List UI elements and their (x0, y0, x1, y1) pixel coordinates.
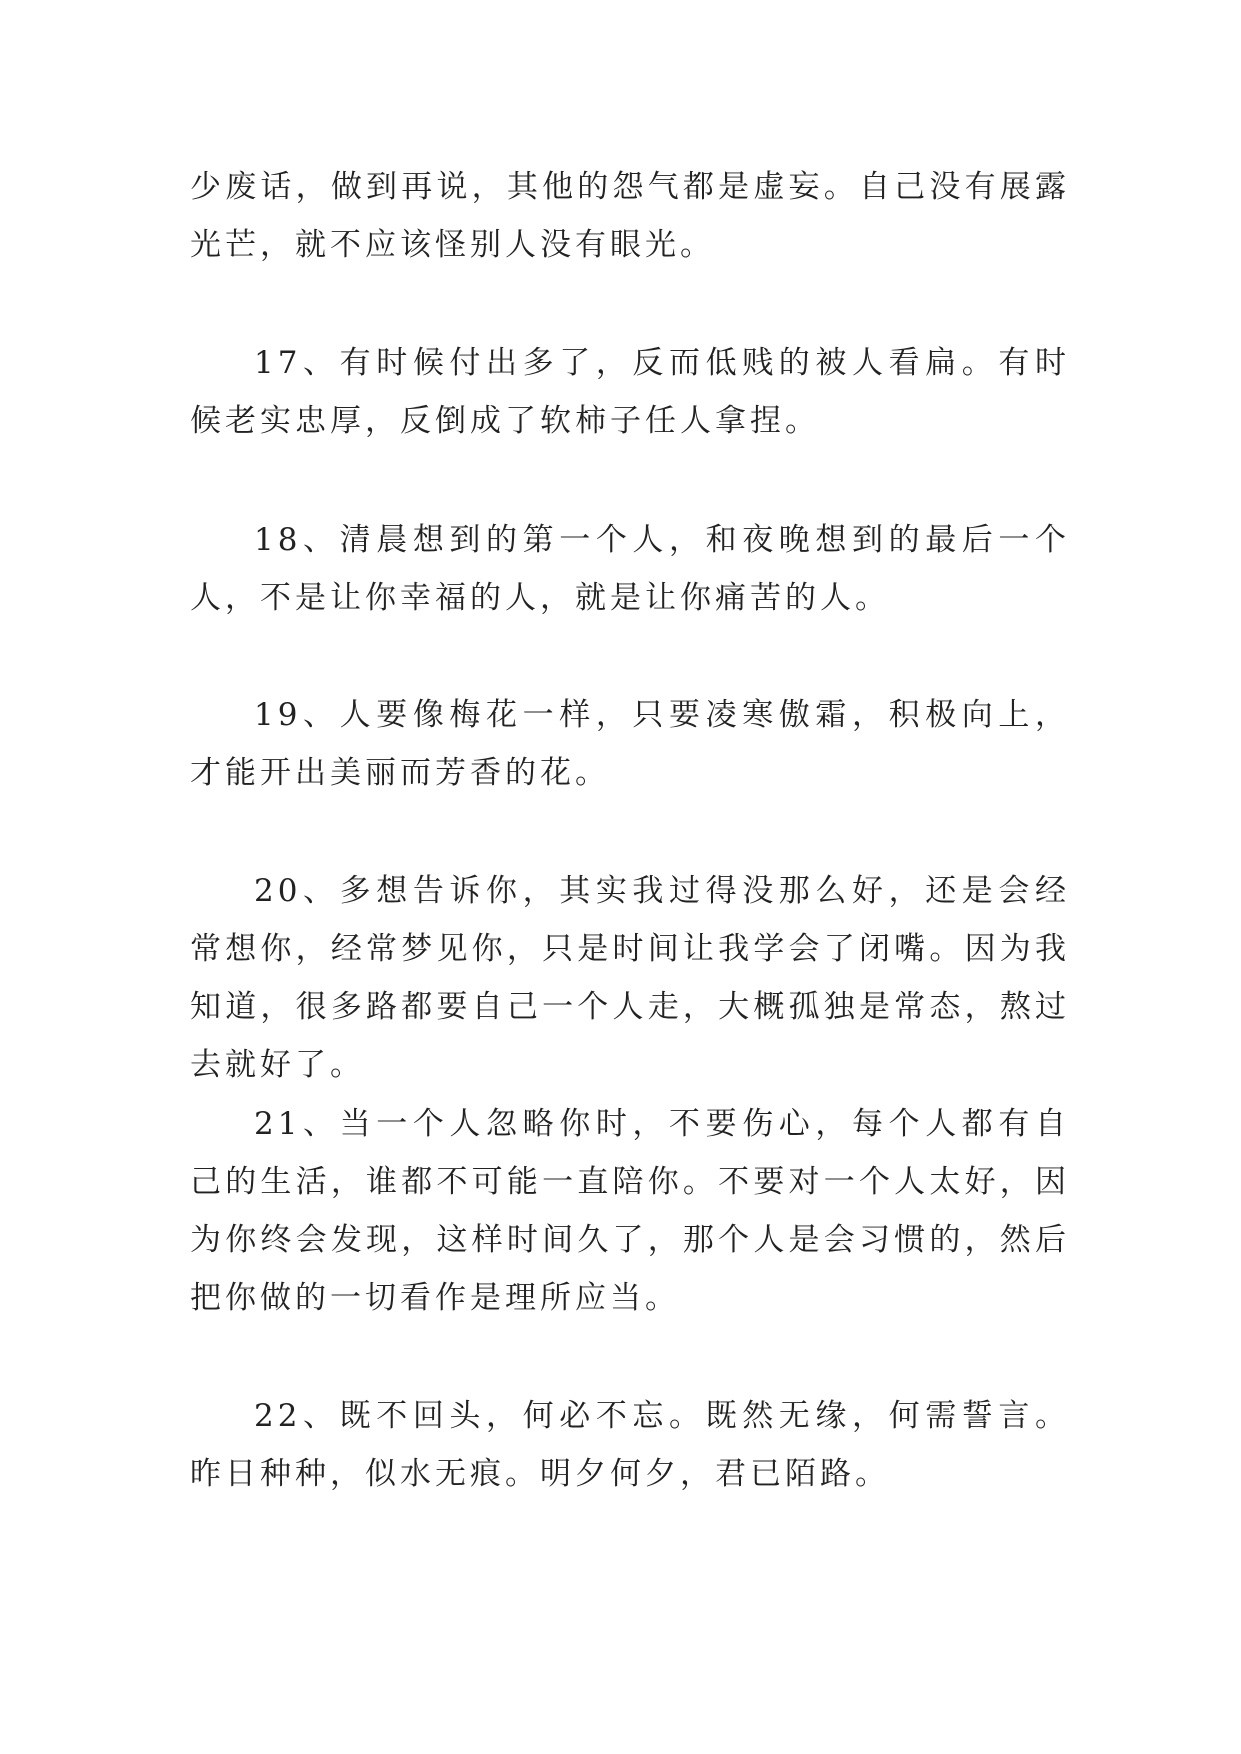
paragraph-21: 21、当一个人忽略你时，不要伤心，每个人都有自己的生活，谁都不可能一直陪你。不要对一个人太好，因为你终会发现，这样时间久了，那个人是会习惯的，然后把你做的一切看作是理所应当。 (190, 1106, 1070, 1316)
paragraph-18: 18、清晨想到的第一个人，和夜晚想到的最后一个人，不是让你幸福的人，就是让你痛苦的人。 (190, 522, 1070, 616)
paragraph-19: 19、人要像梅花一样，只要凌寒傲霜，积极向上，才能开出美丽而芳香的花。 (190, 697, 1070, 791)
paragraph-22: 22、既不回头，何必不忘。既然无缘，何需誓言。昨日种种，似水无痕。明夕何夕，君已陌路。 (190, 1398, 1070, 1492)
paragraph-20: 20、多想告诉你，其实我过得没那么好，还是会经常想你，经常梦见你，只是时间让我学会了闭嘴。因为我知道，很多路都要自己一个人走，大概孤独是常态，熬过去就好了。 (190, 873, 1070, 1083)
paragraph-17: 17、有时候付出多了，反而低贱的被人看扁。有时候老实忠厚，反倒成了软柿子任人拿捏。 (190, 345, 1070, 439)
paragraph-continuation: 少废话，做到再说，其他的怨气都是虚妄。自己没有展露光芒，就不应该怪别人没有眼光。 (190, 169, 1070, 263)
